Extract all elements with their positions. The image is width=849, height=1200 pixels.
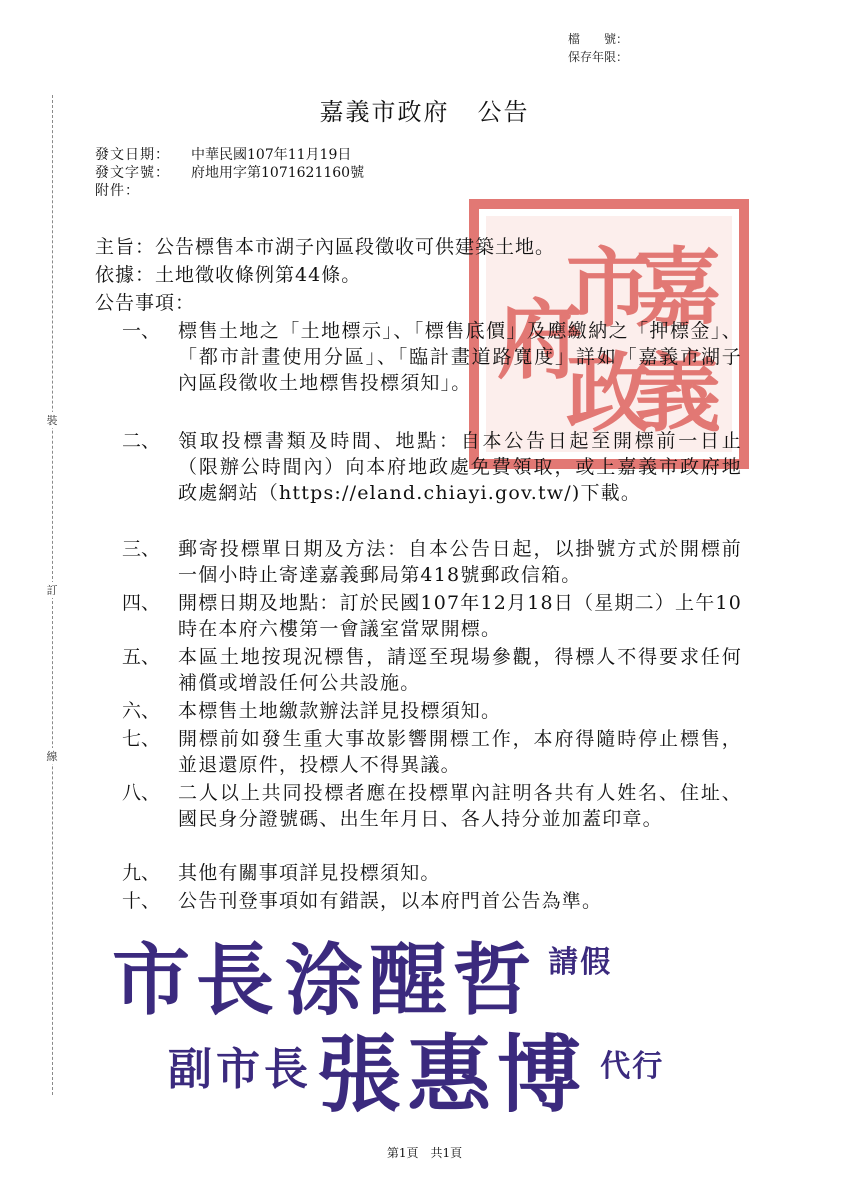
list-item (122, 644, 742, 696)
date-value: 中華民國107年11月19日 (191, 147, 352, 163)
list-item (122, 590, 742, 642)
item-text: 本區土地按現況標售，請逕至現場參觀，得標人不得要求任何補償或增設任何公共設施。 (178, 646, 742, 694)
items-heading: 公告事項： (95, 292, 196, 314)
item-text: 其他有關事項詳見投標須知。 (178, 862, 441, 884)
page-footer (0, 1144, 849, 1161)
item-number: 八、 (122, 782, 161, 804)
docno-value: 府地用字第1071621160號 (191, 165, 365, 181)
basis-label: 依據： (95, 264, 156, 286)
item-text: 二人以上共同投標者應在投標單內註明各共有人姓名、住址、國民身分證號碼、出生年月日、各人持分並加蓋印章。 (178, 782, 742, 830)
item-number: 一、 (122, 320, 161, 342)
file-number-label: 檔 號： (568, 32, 629, 46)
item-text: 開標日期及地點：訂於民國107年12月18日（星期二）上午10時在本府六樓第一會議室當眾開標。 (178, 592, 742, 640)
item-text: 本標售土地繳款辦法詳見投標須知。 (178, 700, 502, 722)
mayor-name: 涂醒哲 (285, 935, 538, 1026)
docno-label: 發文字號： (95, 165, 170, 181)
binding-char-ding: 訂 (44, 582, 60, 598)
retention-label: 保存年限： (568, 50, 629, 64)
item-text: 領取投標書類及時間、地點：自本公告日起至開標前一日止（限辦公時間內）向本府地政處免費領取，或上嘉義市政府地政處網站（https://eland.chiayi.gov.tw/)下載。 (178, 430, 742, 504)
basis-text: 土地徵收條例第44條。 (155, 264, 362, 286)
item-number: 四、 (122, 592, 161, 614)
list-item (122, 428, 742, 506)
item-text: 公告刊登事項如有錯誤，以本府門首公告為準。 (178, 890, 603, 912)
item-number: 二、 (122, 430, 161, 452)
item-text: 開標前如發生重大事故影響開標工作，本府得隨時停止標售，並退還原件，投標人不得異議。 (178, 728, 742, 776)
item-number: 五、 (122, 646, 161, 668)
seal-char-2: 義 (635, 343, 721, 444)
deputy-title: 副市長 (168, 1044, 312, 1095)
mayor-note: 請假 (548, 945, 613, 980)
title-org: 嘉義市政府 (319, 98, 450, 126)
subject-line (95, 232, 555, 259)
item-text: 郵寄投標單日期及方法：自本公告日起，以掛號方式於開標前一個小時止寄達嘉義郵局第418號郵政信箱。 (178, 538, 742, 586)
page-title (0, 92, 849, 127)
deputy-name: 張惠博 (317, 1025, 588, 1124)
list-item (122, 726, 742, 778)
item-number: 三、 (122, 538, 161, 560)
title-kind: 公告 (477, 98, 530, 126)
item-number: 十、 (122, 890, 161, 912)
document-meta (95, 146, 364, 200)
seal-char-4: 政 (566, 343, 652, 444)
list-item (122, 318, 742, 396)
list-item (122, 780, 742, 832)
seal-char-1: 嘉 (635, 238, 721, 339)
mayor-title: 市長 (112, 935, 281, 1026)
seal-char-3: 市 (566, 238, 652, 339)
list-item (122, 698, 742, 724)
item-number: 七、 (122, 728, 161, 750)
subject-label: 主旨： (95, 236, 156, 258)
deputy-signature (168, 1008, 664, 1129)
binding-char-xian: 線 (44, 748, 60, 764)
list-item (122, 536, 742, 588)
seal-char-5: 府 (497, 290, 583, 391)
list-item (122, 888, 742, 914)
binding-char-zhuang: 裝 (44, 412, 60, 428)
file-info (568, 30, 628, 66)
page-total: 共1頁 (430, 1146, 463, 1160)
page-number: 第1頁 (386, 1146, 419, 1160)
item-text: 標售土地之「土地標示」、「標售底價」及應繳納之「押標金」、「都市計畫使用分區」、「臨計畫道路寬度」詳如「嘉義市湖子內區段徵收土地標售投標須知」。 (178, 320, 742, 394)
attachment-label: 附件： (95, 183, 140, 199)
date-label: 發文日期： (95, 147, 170, 163)
item-number: 六、 (122, 700, 161, 722)
deputy-note: 代行 (600, 1049, 665, 1084)
list-item (122, 860, 742, 886)
basis-line (95, 260, 361, 287)
item-number: 九、 (122, 862, 161, 884)
subject-text: 公告標售本市湖子內區段徵收可供建築土地。 (155, 236, 556, 258)
